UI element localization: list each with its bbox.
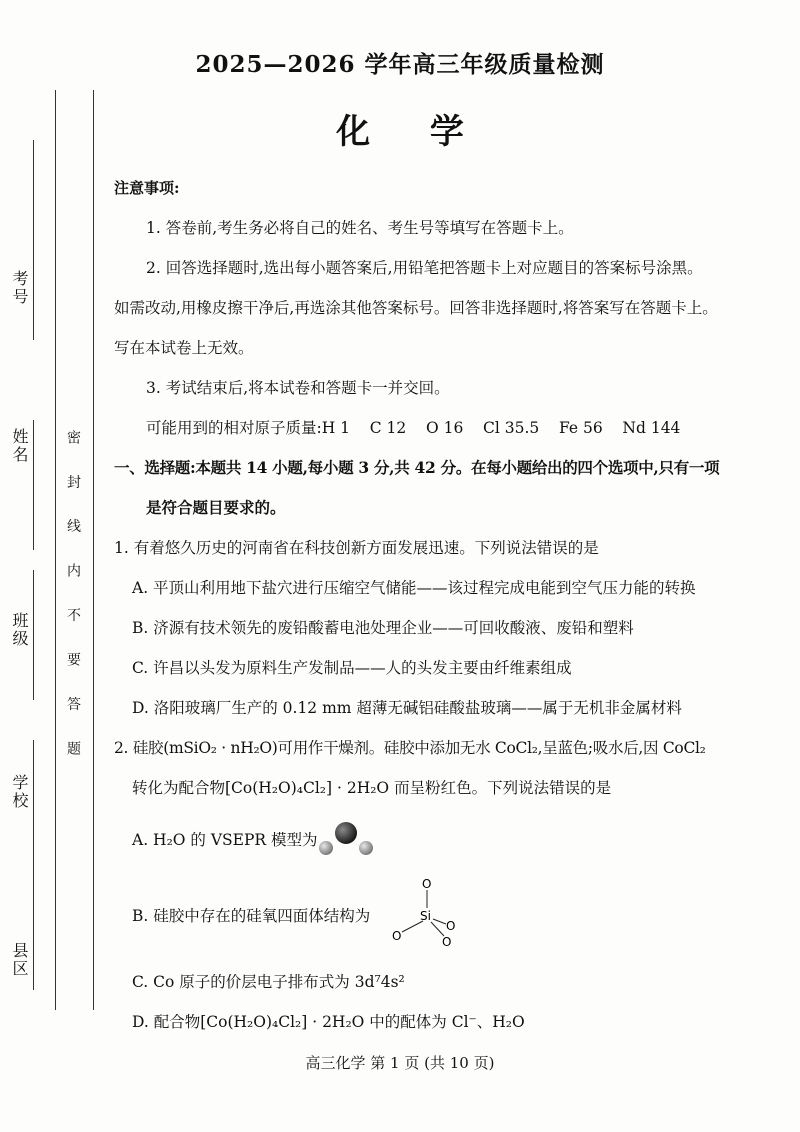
exam-number-underline xyxy=(33,140,34,340)
tetra-o-top: O xyxy=(422,877,432,891)
notice-item-2-cont: 如需改动,用橡皮擦干净后,再选涂其他答案标号。回答非选择题时,将答案写在答题卡上。 xyxy=(114,299,718,317)
q2-option-a: A. H₂O 的 VSEPR 模型为 xyxy=(132,831,318,849)
notice-item-1: 1. 答卷前,考生务必将自己的姓名、考生号等填写在答题卡上。 xyxy=(146,219,574,237)
q1-option-d: D. 洛阳玻璃厂生产的 0.12 mm 超薄无碱铝硅酸盐玻璃——属于无机非金属材料 xyxy=(132,699,682,717)
q1-option-a: A. 平顶山利用地下盐穴进行压缩空气储能——该过程完成电能到空气压力能的转换 xyxy=(132,579,696,597)
notice-item-2-end: 写在本试卷上无效。 xyxy=(114,339,254,357)
seal-warning: 密 封 线 内 不 要 答 题 xyxy=(65,430,81,769)
section-heading: 一、选择题:本题共 14 小题,每小题 3 分,共 42 分。在每小题给出的四个选项中,只有一项 xyxy=(114,458,720,477)
margin-label-name: 姓名 xyxy=(10,428,29,464)
name-underline xyxy=(33,420,34,550)
margin-label-exam-number: 考号 xyxy=(10,270,29,306)
notice-item-3: 3. 考试结束后,将本试卷和答题卡一并交回。 xyxy=(146,379,450,397)
binding-line-right xyxy=(93,90,94,1010)
class-underline xyxy=(33,570,34,700)
tetra-o-bottom: O xyxy=(442,935,452,949)
water-vsepr-model-image xyxy=(316,818,380,858)
subject-title: 化 学 xyxy=(336,112,488,152)
atomic-masses: 可能用到的相对原子质量:H 1 C 12 O 16 Cl 35.5 Fe 56 Nd 144 xyxy=(146,419,681,437)
q1-option-b: B. 济源有技术领先的废铅酸蓄电池处理企业——可回收酸液、废铅和塑料 xyxy=(132,619,634,637)
tetra-o-left: O xyxy=(392,929,402,943)
q2-option-d: D. 配合物[Co(H₂O)₄Cl₂] · 2H₂O 中的配体为 Cl⁻、H₂O xyxy=(132,1013,525,1031)
binding-line-left xyxy=(55,90,56,1010)
tetra-o-right: O xyxy=(446,919,456,933)
tetra-si: Si xyxy=(420,909,431,923)
section-heading-cont: 是符合题目要求的。 xyxy=(146,498,286,517)
notice-heading: 注意事项: xyxy=(114,179,180,197)
q2-option-c: C. Co 原子的价层电子排布式为 3d⁷4s² xyxy=(132,973,405,991)
q2-stem-line2: 转化为配合物[Co(H₂O)₄Cl₂] · 2H₂O 而呈粉红色。下列说法错误的是 xyxy=(132,779,612,797)
q2-option-b: B. 硅胶中存在的硅氧四面体结构为 xyxy=(132,907,371,925)
q1-stem: 1. 有着悠久历史的河南省在科技创新方面发展迅速。下列说法错误的是 xyxy=(114,539,599,557)
school-underline xyxy=(33,740,34,940)
notice-item-2: 2. 回答选择题时,选出每小题答案后,用铅笔把答题卡上对应题目的答案标号涂黑。 xyxy=(146,259,703,277)
margin-label-class: 班级 xyxy=(10,612,29,648)
margin-label-county: 县区 xyxy=(10,942,29,978)
county-underline xyxy=(33,930,34,990)
exam-title: 2025—2026 学年高三年级质量检测 xyxy=(195,51,605,78)
q1-option-c: C. 许昌以头发为原料生产发制品——人的头发主要由纤维素组成 xyxy=(132,659,572,677)
margin-label-school: 学校 xyxy=(10,774,29,810)
q2-stem-line1: 2. 硅胶(mSiO₂ · nH₂O)可用作干燥剂。硅胶中添加无水 CoCl₂,呈蓝色;吸水后,因 CoCl₂ xyxy=(114,739,706,757)
silicon-oxygen-tetrahedron-diagram xyxy=(386,876,466,950)
page-footer: 高三化学 第 1 页 (共 10 页) xyxy=(305,1054,495,1072)
